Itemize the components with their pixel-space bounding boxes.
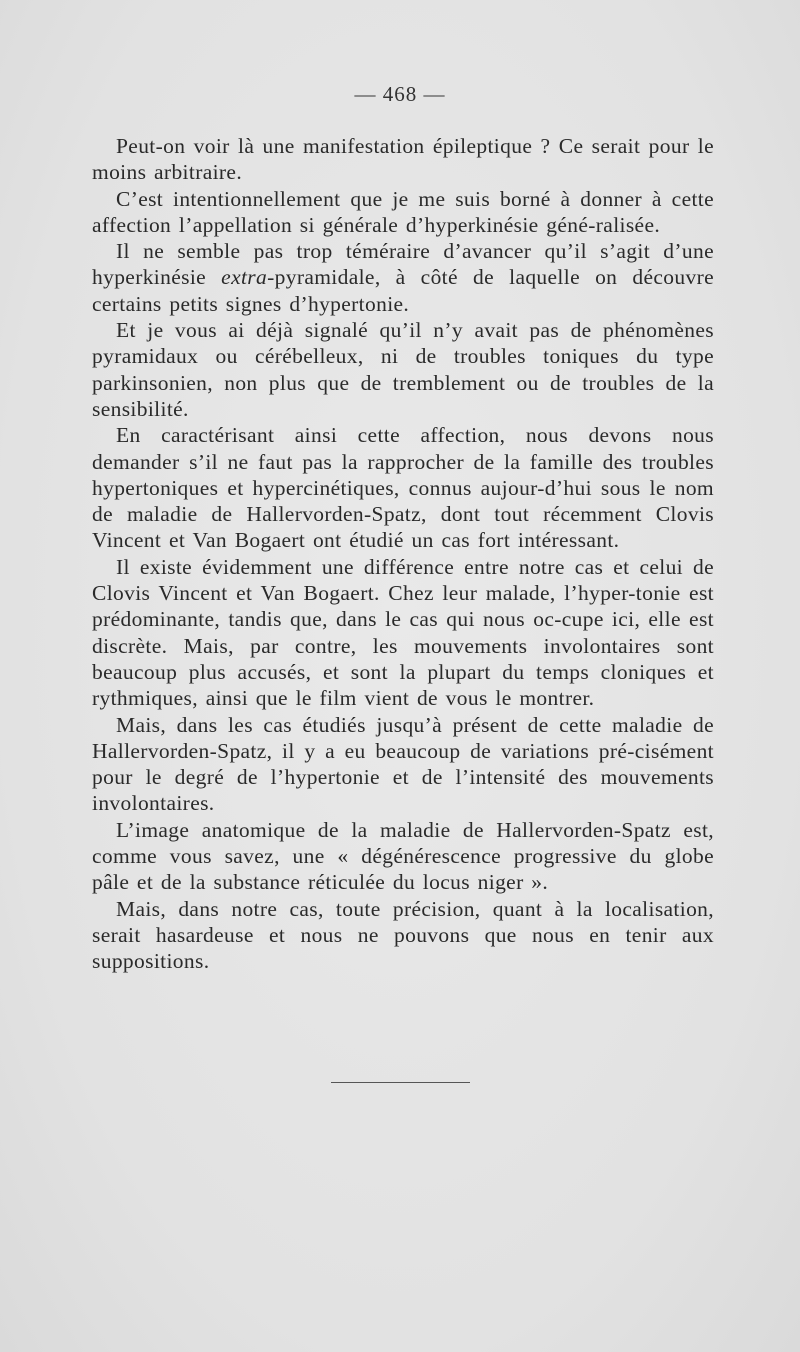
- paragraph: L’image anatomique de la maladie de Hallervorden-Spatz est, comme vous savez, une « dégénérescence progressive du globe pâle et de la substance réticulée du locus niger ».: [92, 817, 714, 895]
- paragraph: Il existe évidemment une différence entre notre cas et celui de Clovis Vincent et Van Bogaert. Chez leur malade, l’hyper-tonie est prédominante, tandis que, dans le cas qui nous oc-cupe ici, elle est discrète. Mais, par contre, les mouvements involontaires sont beaucoup plus accusés, et sont la plupart du temps cloniques et rythmiques, ainsi que le film vient de vous le montrer.: [92, 554, 714, 711]
- paragraph: C’est intentionnellement que je me suis borné à donner à cette affection l’appellation si générale d’hyperkinésie géné-ralisée.: [92, 186, 714, 237]
- body-text: [92, 133, 714, 975]
- paragraph: Mais, dans les cas étudiés jusqu’à présent de cette maladie de Hallervorden-Spatz, il y a eu beaucoup de variations pré-cisément pour le degré de l’hypertonie et de l’intensité des mouvements involontaires.: [92, 712, 714, 816]
- paragraph: Mais, dans notre cas, toute précision, quant à la localisation, serait hasardeuse et nous ne pouvons que nous en tenir aux suppositions.: [92, 896, 714, 974]
- paragraph: En caractérisant ainsi cette affection, nous devons nous demander s’il ne faut pas la rapprocher de la famille des troubles hypertoniques et hypercinétiques, connus aujour-d’hui sous le nom de maladie de Hallervorden-Spatz, dont tout récemment Clovis Vincent et Van Bogaert ont étudié un cas fort intéressant.: [92, 423, 714, 553]
- paragraph: Il ne semble pas trop téméraire d’avancer qu’il s’agit d’une hyperkinésie extra-pyramidale, à côté de laquelle on découvre certains petits signes d’hypertonie.: [92, 239, 714, 316]
- paragraph: Peut-on voir là une manifestation épileptique ? Ce serait pour le moins arbitraire.: [92, 134, 714, 185]
- page-number: — 468 —: [354, 82, 446, 106]
- italic-term: extra: [221, 265, 268, 290]
- end-of-section-rule: [331, 1082, 470, 1083]
- paragraph: Et je vous ai déjà signalé qu’il n’y avait pas de phénomènes pyramidaux ou cérébelleux, ni de troubles toniques du type parkinsonien, non plus que de tremblement ou de troubles de la sensibilité.: [92, 318, 714, 421]
